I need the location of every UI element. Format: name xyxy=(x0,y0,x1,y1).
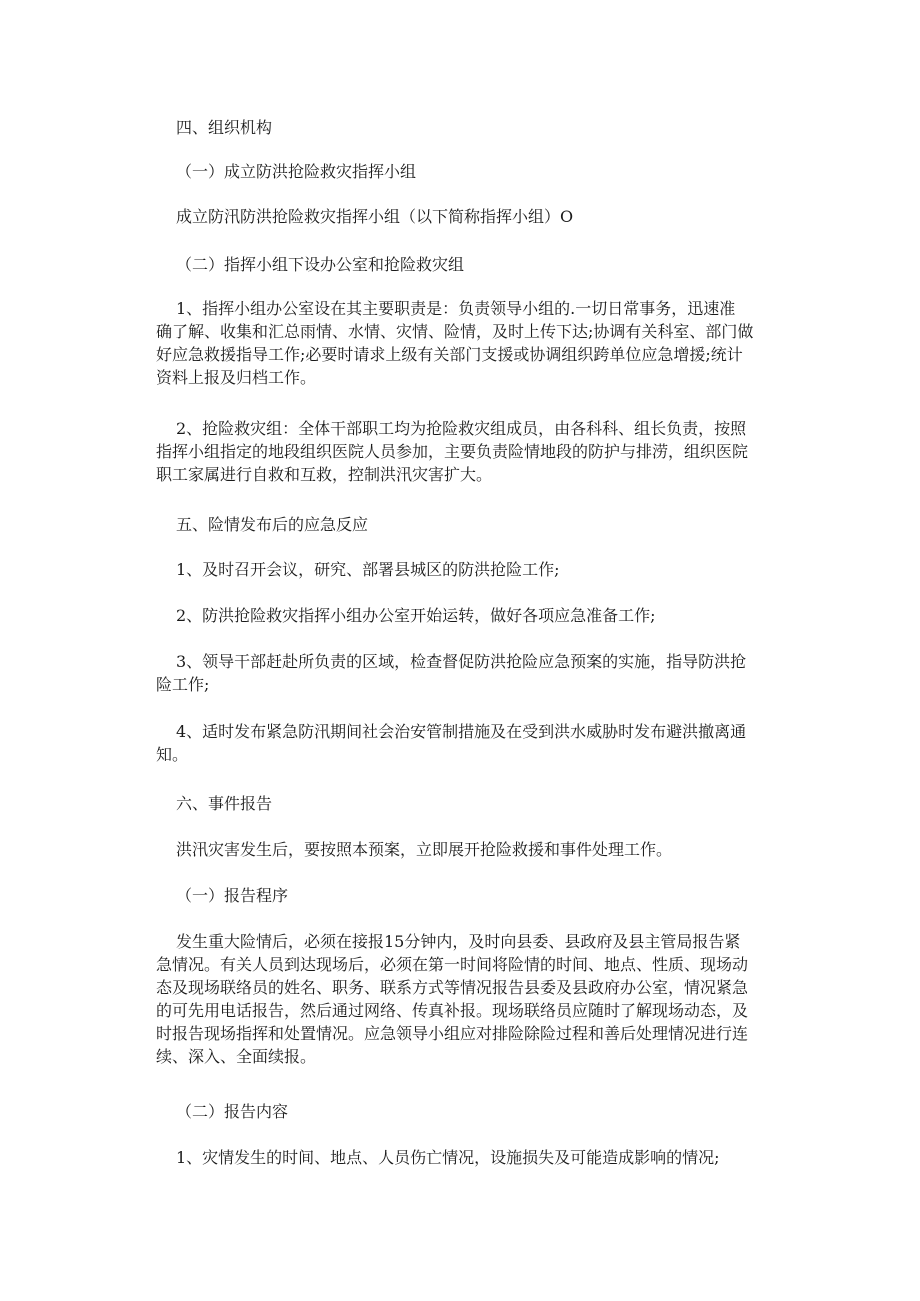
heading-event-report: 六、事件报告 xyxy=(176,794,273,813)
paragraph-line: 时报告现场指挥和处置情况。应急领导小组应对排险除险过程和善后处理情况进行连 xyxy=(156,1024,749,1043)
paragraph-line: 险工作; xyxy=(156,675,210,694)
subheading-report-procedure: （一）报告程序 xyxy=(176,886,289,905)
paragraph-leaders-supervise xyxy=(156,650,784,696)
paragraph-line: 3、领导干部赶赴所负责的区域，检查督促防洪抢险应急预案的实施，指导防洪抢 xyxy=(176,652,747,671)
list-item-meeting: 1、及时召开会议，研究、部署县城区的防洪抢险工作; xyxy=(176,560,560,579)
paragraph-line: 急情况。有关人员到达现场后，必须在第一时间将险情的时间、地点、性质、现场动 xyxy=(156,955,749,974)
paragraph-line: 的可先用电话报告，然后通过网络、传真补报。现场联络员应随时了解现场动态，及 xyxy=(156,1001,749,1020)
paragraph-public-notice xyxy=(156,720,784,766)
paragraph-office-duties xyxy=(156,297,784,389)
paragraph-event-report-intro: 洪汛灾害发生后，要按照本预案，立即展开抢险救援和事件处理工作。 xyxy=(176,840,673,859)
heading-organization: 四、组织机构 xyxy=(176,118,273,137)
paragraph-line: 4、适时发布紧急防汛期间社会治安管制措施及在受到洪水威胁时发布避洪撤离通 xyxy=(176,722,747,741)
subheading-report-content: （二）报告内容 xyxy=(176,1102,289,1121)
subheading-establish-team: （一）成立防洪抢险救灾指挥小组 xyxy=(176,162,417,181)
paragraph-line: 续、深入、全面续报。 xyxy=(156,1047,317,1066)
paragraph-establish-team: 成立防汛防洪抢险救灾指挥小组（以下简称指挥小组）O xyxy=(176,207,574,226)
paragraph-line: 职工家属进行自救和互救，控制洪汛灾害扩大。 xyxy=(156,465,493,484)
paragraph-line: 确了解、收集和汇总雨情、水情、灾情、险情，及时上传下达;协调有关科室、部门做 xyxy=(156,322,754,341)
paragraph-line: 态及现场联络员的姓名、职务、联系方式等情况报告县委及县政府办公室，情况紧急 xyxy=(156,978,749,997)
paragraph-line: 2、抢险救灾组：全体干部职工均为抢险救灾组成员，由各科科、组长负责，按照 xyxy=(176,419,747,438)
paragraph-line: 好应急救援指导工作;必要时请求上级有关部门支援或协调组织跨单位应急增援;统计 xyxy=(156,345,743,364)
paragraph-line: 指挥小组指定的地段组织医院人员参加，主要负责险情地段的防护与排涝，组织医院 xyxy=(156,442,749,461)
paragraph-report-procedure xyxy=(156,930,784,1068)
list-item-disaster-info: 1、灾情发生的时间、地点、人员伤亡情况，设施损失及可能造成影响的情况; xyxy=(176,1148,720,1167)
paragraph-line: 知。 xyxy=(156,745,189,764)
paragraph-line: 发生重大险情后，必须在接报15分钟内，及时向县委、县政府及县主管局报告紧 xyxy=(176,932,741,951)
heading-emergency-response: 五、险情发布后的应急反应 xyxy=(176,515,369,534)
paragraph-rescue-team xyxy=(156,417,784,486)
paragraph-line: 1、指挥小组办公室设在其主要职责是：负责领导小组的.一切日常事务，迅速准 xyxy=(176,299,736,318)
list-item-office-operation: 2、防洪抢险救灾指挥小组办公室开始运转，做好各项应急准备工作; xyxy=(176,606,656,625)
paragraph-line: 资料上报及归档工作。 xyxy=(156,368,317,387)
subheading-office-and-team: （二）指挥小组下设办公室和抢险救灾组 xyxy=(176,255,465,274)
